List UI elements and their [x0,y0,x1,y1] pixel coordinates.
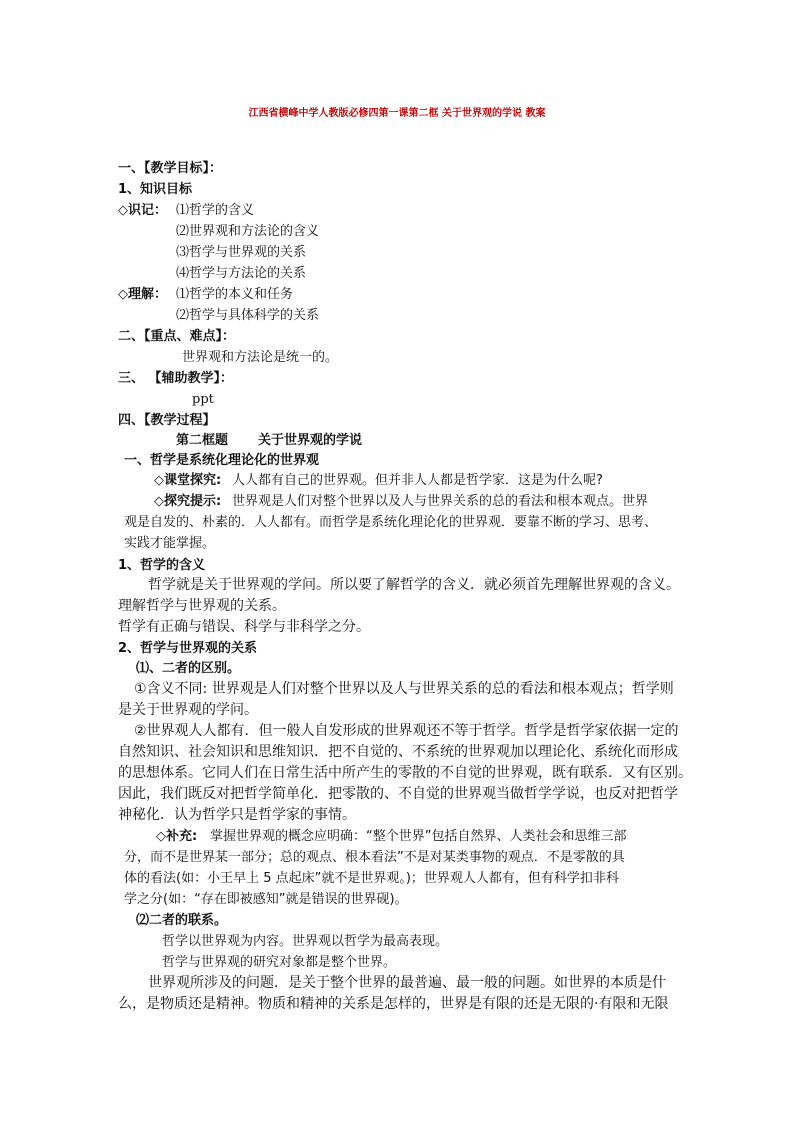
paragraph-line: 神秘化．认为哲学只是哲学家的事情。 [118,807,356,823]
label-tanjiu: ◇课堂探究: [154,473,222,488]
part-heading: 一、哲学是系统化理论化的世界观 [124,453,320,468]
subsection-heading: ⑴、二者的区别。 [136,661,241,676]
paragraph-line: 观是自发的、朴素的．人人都有。而哲学是系统化理论化的世界观．要靠不断的学习、思考、 [124,515,658,530]
paragraph-line: 体的看法(如：小王早上 5 点起床”就不是世界观。)；世界观人人都有，但有科学扣非科 [124,871,619,886]
section-heading: 2、哲学与世界观的关系 [118,641,258,656]
list-item: ⑵世界观和方法论的含义 [176,224,320,239]
paragraph-line: 掌握世界观的概念应明确：“整个世界”包括自然界、人类社会和思维三部 [210,829,627,844]
lesson-subtitle-a: 第二框题 [176,433,229,448]
paragraph-line: 世界观和方法论是统一的。 [182,350,339,365]
section-heading: 1、哲学的含义 [118,558,206,573]
paragraph-line: 实践才能掌握。 [124,536,216,551]
section-heading: 四、【教学过程】 [118,413,216,428]
paragraph-line: 哲学以世界观为内容。世界观以哲学为最高表现。 [162,934,449,949]
section-heading: 一、【教学目标】： [118,161,223,176]
list-item: ⑴哲学的含义 [176,203,255,218]
section-heading: 三、 【辅助教学】： [118,371,234,386]
paragraph-line: 么，是物质还是精神。物质和精神的关系是怎样的，世界是有限的还是无限的·有限和无限 [118,996,669,1012]
paragraph-line: 世界观所涉及的问题．是关于整个世界的最普遍、最一般的问题。如世界的本质是什 [148,975,666,991]
label-tishi: ◇探究提示: [154,494,222,509]
paragraph-line: ppt [192,392,214,407]
paragraph-line: 哲学就是关于世界观的学问。所以要了解哲学的含义．就必须首先理解世界观的含义。 [148,577,680,593]
subsection-heading: ⑵二者的联系。 [136,913,228,928]
subsection-heading: 1、知识目标 [118,182,193,197]
list-item: ⑴哲学的本义和任务 [176,287,294,302]
paragraph-line: 自然知识、社会知识和思维知识．把不自觉的、不系统的世界观加以理论化、系统化而形成 [118,744,678,760]
paragraph-line: 哲学与世界观的研究对象都是整个世界。 [162,955,397,970]
paragraph-line: 分，而不是世界某一部分；总的观点、根本看法”不是对某类事物的观点．不是零散的具 [124,850,625,865]
label-lijie: ◇理解： [118,287,167,302]
paragraph-line: 理解哲学与世界观的关系。 [118,598,286,614]
section-heading: 二、【重点、难点】： [118,329,236,344]
list-item: ⑶哲学与世界观的关系 [176,245,307,260]
paragraph-line: ②世界观人人都有．但一般人自发形成的世界观还不等于哲学。哲学是哲学家依据一定的 [134,723,679,739]
paragraph-line: ①含义不同: 世界观是人们对整个世界以及人与世界关系的总的看法和根本观点；哲学则 [134,681,674,697]
label-buchong: ◇补充: [156,829,198,844]
paragraph-line: 的思想体系。它同人们在日常生活中所产生的零散的不自觉的世界观，既有联系．又有区别。 [118,765,692,781]
paragraph-line: 哲学有正确与错误、科学与非科学之分。 [118,619,370,635]
paragraph-line: 是关于世界观的学问。 [118,702,258,718]
list-item: ⑷哲学与方法论的关系 [176,266,307,281]
paragraph-line: 因此，我们既反对把哲学简单化．把零散的、不自觉的世界观当做哲学学说，也反对把哲学 [118,786,678,802]
list-item: ⑵哲学与具体科学的关系 [176,308,320,323]
paragraph-line: 学之分(如：“存在即被感知”就是错误的世界砚)。 [124,892,408,907]
paragraph-line: 世界观是人们对整个世界以及人与世界关系的总的看法和根本观点。世界 [232,494,649,509]
lesson-subtitle-b: 关于世界观的学说 [258,433,363,448]
document-title: 江西省横峰中学人教版必修四第一课第二框 关于世界观的学说 教案 [248,108,546,119]
label-shiji: ◇识记： [118,203,167,218]
paragraph-line: 人人都有自己的世界观。但并非人人都是哲学家．这是为什么呢? [232,473,603,488]
